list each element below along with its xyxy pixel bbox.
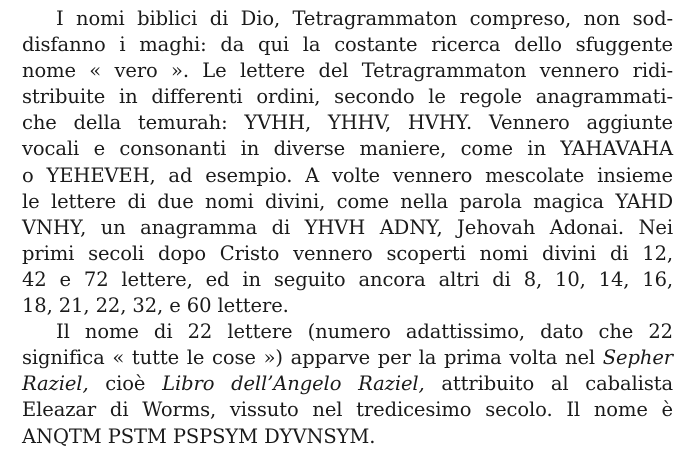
paragraph-1	[22, 6, 673, 319]
text-line	[22, 345, 673, 371]
text-line: disfanno i maghi: da qui la costante ricerca dello sfuggente	[22, 33, 673, 57]
text-line: VNHY, un anagramma di YHVH ADNY, Jehovah Adonai. Nei	[22, 215, 673, 239]
text-line: le lettere di due nomi divini, come nella parola magica YAHD	[22, 189, 673, 213]
text-line: primi secoli dopo Cristo vennero scoperti nomi divini di 12,	[22, 241, 673, 265]
text-line: 18, 21, 22, 32, e 60 lettere.	[22, 294, 289, 318]
text-line: stribuite in differenti ordini, secondo le regole anagrammati-	[22, 85, 673, 109]
document-page	[22, 6, 673, 450]
text-segment: attribuito al cabalista	[424, 372, 673, 396]
text-line: vocali e consonanti in diverse maniere, come in YAHAVAHA	[22, 137, 673, 161]
text-line: Il nome di 22 lettere (numero adattissimo, dato che 22	[56, 320, 673, 344]
text-line: che della temurah: YVHH, YHHV, HVHY. Vennero aggiunte	[22, 111, 673, 135]
text-line	[22, 371, 673, 397]
text-line: ANQTM PSTM PSPSYM DYVNSYM.	[22, 424, 376, 448]
paragraph-2	[22, 319, 673, 449]
text-segment: cioè	[88, 372, 163, 396]
text-line: 42 e 72 lettere, ed in seguito ancora altri di 8, 10, 14, 16,	[22, 267, 673, 291]
text-segment: significa « tutte le cose ») apparve per la prima volta nel	[22, 346, 603, 370]
book-title-italic: Libro dell’Angelo Raziel,	[162, 372, 425, 396]
text-line: I nomi biblici di Dio, Tetragrammaton compreso, non sod-	[56, 7, 673, 30]
text-line: nome « vero ». Le lettere del Tetragrammaton vennero ridi-	[22, 59, 673, 83]
book-title-italic: Raziel,	[22, 372, 89, 396]
book-title-italic: Sepher	[602, 346, 673, 370]
text-line: Eleazar di Worms, vissuto nel tredicesimo secolo. Il nome è	[22, 398, 673, 422]
text-line: o YEHEVEH, ad esempio. A volte vennero mescolate insieme	[22, 163, 673, 187]
